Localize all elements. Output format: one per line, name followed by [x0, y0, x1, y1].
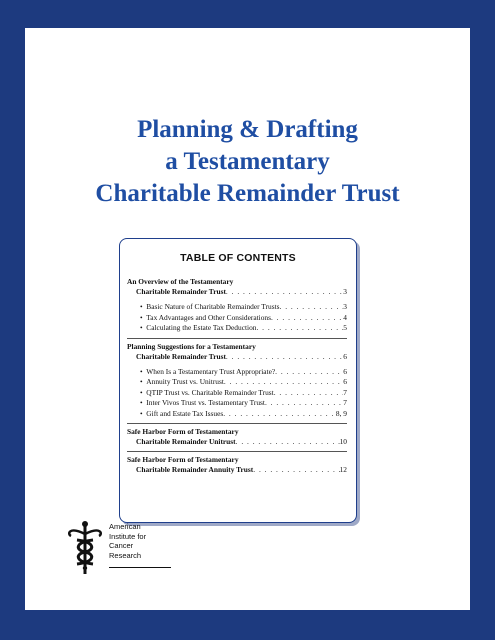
toc-section-line: An Overview of the Testamentary	[127, 277, 234, 286]
toc-section-line: Charitable Remainder Trust	[136, 351, 226, 361]
toc-page-number: 10	[339, 437, 347, 446]
toc-item[interactable]: • QTIP Trust vs. Charitable Remainder Trust . . . 7	[127, 388, 347, 399]
toc-page-number: 3	[343, 287, 347, 296]
toc-body	[127, 277, 347, 475]
caduceus-icon	[65, 520, 105, 576]
toc-section-overview[interactable]	[127, 277, 347, 297]
toc-section-annuity-trust[interactable]	[127, 455, 347, 475]
logo-underline	[109, 567, 171, 568]
toc-section-line: Safe Harbor Form of Testamentary	[127, 455, 239, 464]
toc-section-line: Safe Harbor Form of Testamentary	[127, 427, 239, 436]
document-title	[25, 114, 470, 210]
toc-item[interactable]: • Basic Nature of Charitable Remainder Trusts . . . 3	[127, 302, 347, 313]
toc-divider	[127, 451, 347, 452]
toc-heading: TABLE OF CONTENTS	[180, 252, 296, 264]
toc-page-number: 6	[343, 351, 347, 361]
toc-section-line: Charitable Remainder Annuity Trust	[136, 465, 254, 474]
toc-item[interactable]: • Annuity Trust vs. Unitrust . . . 6	[127, 377, 347, 388]
toc-section-line: Charitable Remainder Unitrust	[136, 437, 236, 446]
toc-section-planning[interactable]	[127, 342, 347, 362]
table-of-contents	[119, 238, 357, 523]
toc-divider	[127, 338, 347, 339]
toc-item[interactable]: • Tax Advantages and Other Considerations . . . 4	[127, 313, 347, 324]
aicr-logo	[65, 520, 185, 580]
logo-text-line: Institute for	[109, 531, 147, 541]
title-line-2: a Testamentary	[165, 148, 330, 175]
title-line-3: Charitable Remainder Trust	[95, 180, 400, 207]
cover-panel	[25, 28, 470, 610]
title-line-1: Planning & Drafting	[137, 116, 358, 143]
toc-item[interactable]: • Calculating the Estate Tax Deduction . . . 5	[127, 323, 347, 334]
logo-text	[109, 522, 146, 560]
toc-item[interactable]: • When Is a Testamentary Trust Appropriate? . . . 6	[127, 367, 347, 378]
toc-item[interactable]: • Inter Vivos Trust vs. Testamentary Trust . . . 7	[127, 398, 347, 409]
logo-text-line: Cancer	[109, 541, 134, 550]
toc-item[interactable]: • Gift and Estate Tax Issues . . . 8, 9	[127, 409, 347, 420]
logo-text-line: Research	[109, 550, 142, 560]
logo-text-line: American	[109, 522, 141, 531]
toc-divider	[127, 423, 347, 424]
toc-section-line: Planning Suggestions for a Testamentary	[127, 341, 256, 351]
toc-section-line: Charitable Remainder Trust	[136, 287, 226, 296]
toc-page-number: 12	[339, 465, 347, 474]
toc-section-unitrust[interactable]	[127, 427, 347, 447]
